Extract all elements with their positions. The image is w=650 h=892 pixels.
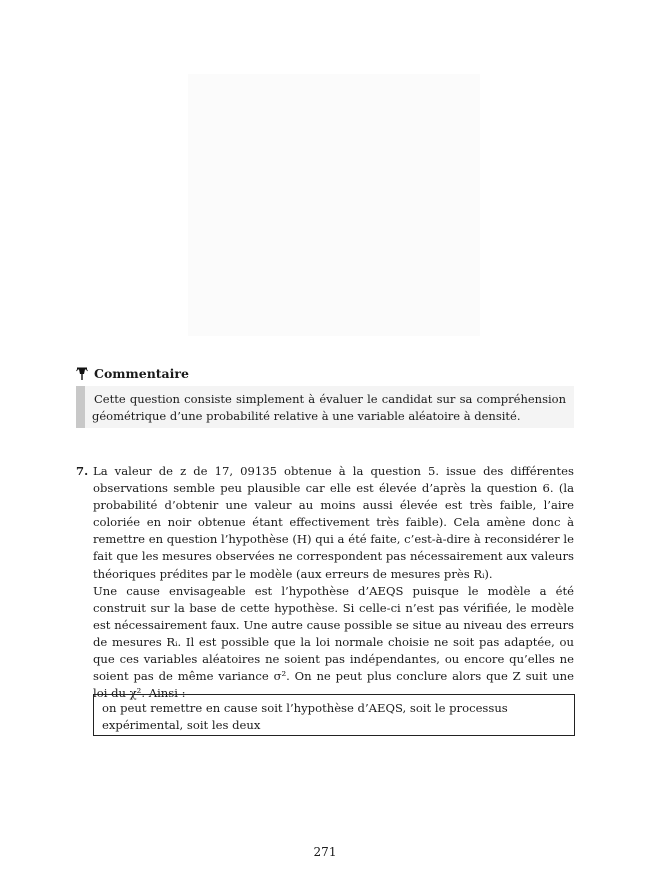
conclusion-text: on peut remettre en cause soit l’hypothèse d’AEQS, soit le processus expérimental, soit les deux	[102, 701, 508, 732]
figure-placeholder	[188, 74, 480, 336]
pin-icon	[76, 367, 88, 380]
question-7	[76, 463, 574, 702]
conclusion-box	[93, 694, 575, 736]
question-number: 7.	[76, 464, 89, 478]
comment-box	[76, 386, 574, 428]
comment-title: Commentaire	[94, 366, 189, 381]
comment-header	[76, 366, 189, 381]
question-paragraph-1: La valeur de z de 17, 09135 obtenue à la question 5. issue des différentes observations semble peu plausible car elle est élevée d’après la question 6. (la probabilité d’obtenir une valeur au moins aussi élevée est très faible, l’aire coloriée en noir obtenue étant effectivement très faible). Cela amène donc à remettre en question l’hypothèse (H) qui a été faite, c’est-à-dire à reconsidérer le fait que les mesures observées ne correspondent pas nécessairement aux valeurs théoriques prédites par le modèle (aux erreurs de mesures près Rᵢ).	[93, 464, 574, 581]
question-paragraph-2: Une cause envisageable est l’hypothèse d’AEQS puisque le modèle a été construit sur la base de cette hypothèse. Si celle-ci n’est pas vérifiée, le modèle est nécessairement faux. Une autre cause possible se situe au niveau des erreurs de mesures Rᵢ. Il est possible que la loi normale choisie ne soit pas adaptée, ou que ces variables aléatoires ne soient pas indépendantes, ou encore qu’elles ne soient pas de même variance σ². On ne peut plus conclure alors que Z suit une loi du χ². Ainsi :	[93, 583, 574, 701]
comment-text: Cette question consiste simplement à évaluer le candidat sur sa compréhension géométrique d’une probabilité relative à une variable aléatoire à densité.	[92, 392, 566, 423]
page-number: 271	[313, 845, 337, 859]
